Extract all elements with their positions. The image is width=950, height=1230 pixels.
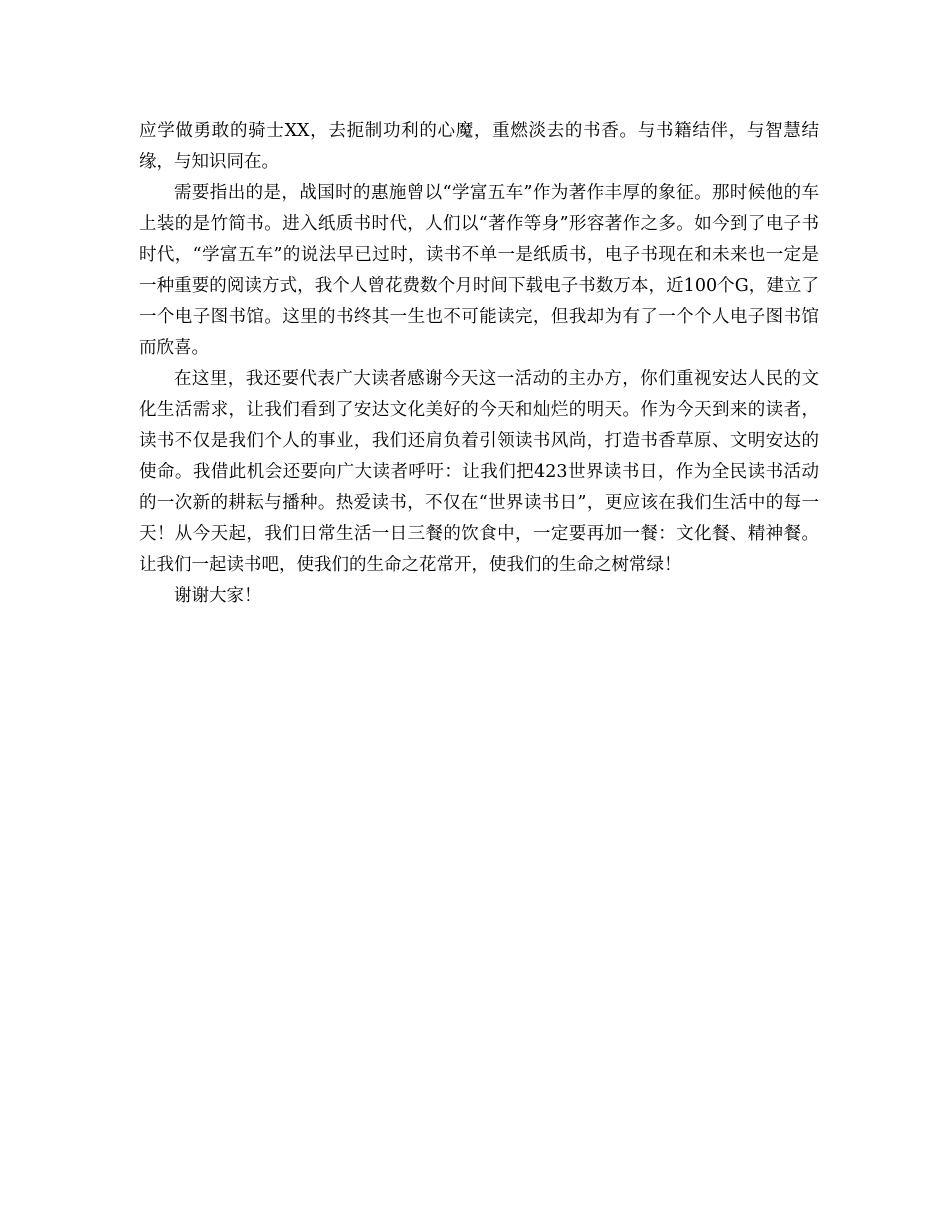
paragraph-appeal: 在这里，我还要代表广大读者感谢今天这一活动的主办方，你们重视安达人民的文化生活需求，让我们看到了安达文化美好的今天和灿烂的明天。作为今天到来的读者，读书不仅是我们个人的事业，我们还肩负着引领读书风尚，打造书香草原、文明安达的使命。我借此机会还要向广大读者呼吁：让我们把423世界读书日，作为全民读书活动的一次新的耕耘与播种。热爱读书，不仅在“世界读书日”，更应该在我们生活中的每一天！从今天起，我们日常生活一日三餐的饮食中，一定要再加一餐：文化餐、精神餐。让我们一起读书吧，使我们的生命之花常开，使我们的生命之树常绿！ — [139, 369, 819, 575]
paragraph-closing: 谢谢大家！ — [174, 586, 262, 606]
paragraph-continuation: 应学做勇敢的骑士XX，去扼制功利的心魔，重燃淡去的书香。与书籍结伴，与智慧结缘，与知识同在。 — [139, 121, 819, 172]
paragraph-ebook-era: 需要指出的是，战国时的惠施曾以“学富五车”作为著作丰厚的象征。那时候他的车上装的是竹简书。进入纸质书时代，人们以“著作等身”形容著作之多。如今到了电子书时代，“学富五车”的说法早已过时，读书不单一是纸质书，电子书现在和未来也一定是一种重要的阅读方式，我个人曾花费数个月时间下载电子书数万本，近100个G，建立了一个电子图书馆。这里的书终其一生也不可能读完，但我却为有了一个个人电子图书馆而欣喜。 — [139, 183, 819, 358]
document-body — [139, 116, 819, 612]
